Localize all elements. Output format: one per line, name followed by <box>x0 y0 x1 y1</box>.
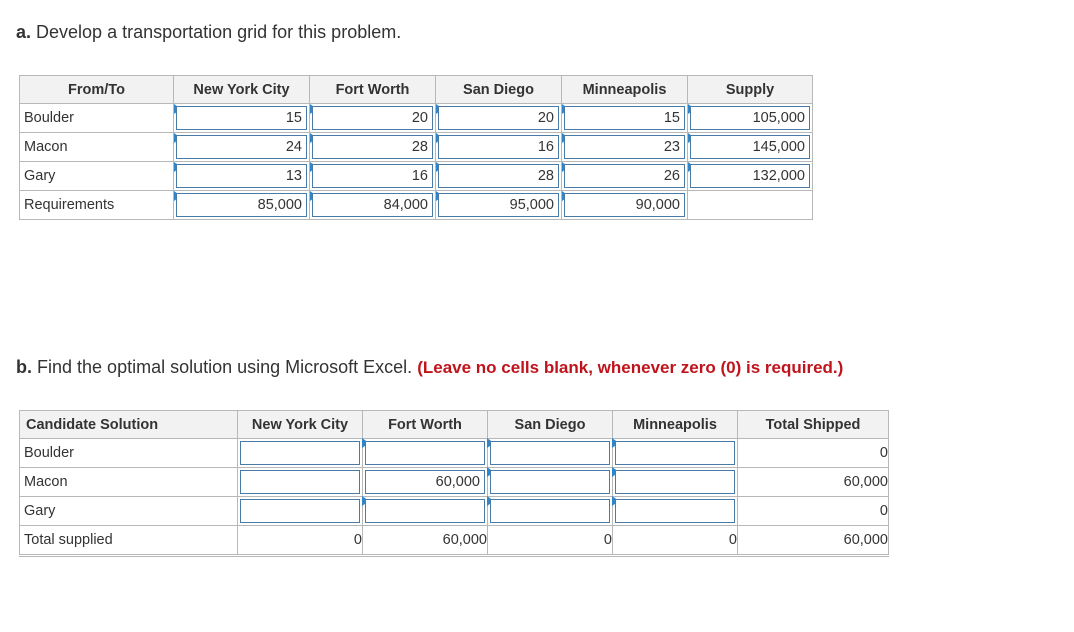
cost-input[interactable]: 26 <box>564 164 685 188</box>
header-minneapolis: Minneapolis <box>562 76 688 104</box>
row-label-boulder: Boulder <box>20 439 238 468</box>
cost-input[interactable]: 28 <box>438 164 559 188</box>
table-row-total-supplied <box>20 526 889 556</box>
cost-cell[interactable] <box>562 104 688 133</box>
supply-cell[interactable] <box>688 133 813 162</box>
part-a-label: a. <box>16 22 32 42</box>
header-candidate-solution: Candidate Solution <box>20 411 238 439</box>
shipment-input[interactable] <box>240 470 360 494</box>
row-label-gary: Gary <box>20 497 238 526</box>
requirement-cell[interactable] <box>174 191 310 220</box>
part-b-label: b. <box>16 357 32 377</box>
row-label-macon: Macon <box>20 133 174 162</box>
shipment-input[interactable] <box>490 470 610 494</box>
cost-cell[interactable] <box>174 133 310 162</box>
transportation-grid <box>19 75 813 220</box>
table-row <box>20 162 813 191</box>
table-row <box>20 104 813 133</box>
total-shipped-value: 0 <box>738 497 889 526</box>
grand-total-value: 60,000 <box>738 526 889 556</box>
shipment-cell[interactable] <box>238 497 363 526</box>
cost-cell[interactable] <box>310 133 436 162</box>
cost-input[interactable]: 16 <box>312 164 433 188</box>
cost-input[interactable]: 16 <box>438 135 559 159</box>
cost-input[interactable]: 13 <box>176 164 307 188</box>
requirement-input[interactable]: 90,000 <box>564 193 685 217</box>
shipment-input[interactable] <box>365 441 485 465</box>
cost-input[interactable]: 15 <box>564 106 685 130</box>
header-new-york-city: New York City <box>238 411 363 439</box>
header-minneapolis: Minneapolis <box>613 411 738 439</box>
cost-input[interactable]: 23 <box>564 135 685 159</box>
cost-cell[interactable] <box>436 104 562 133</box>
shipment-cell[interactable] <box>613 468 738 497</box>
shipment-input[interactable] <box>615 499 735 523</box>
total-shipped-value: 60,000 <box>738 468 889 497</box>
shipment-cell[interactable] <box>613 439 738 468</box>
cost-cell[interactable] <box>174 162 310 191</box>
supply-cell[interactable] <box>688 104 813 133</box>
header-total-shipped: Total Shipped <box>738 411 889 439</box>
cost-input[interactable]: 28 <box>312 135 433 159</box>
shipment-input[interactable] <box>615 441 735 465</box>
shipment-input[interactable] <box>490 499 610 523</box>
header-san-diego: San Diego <box>436 76 562 104</box>
supply-input[interactable]: 105,000 <box>690 106 810 130</box>
row-label-macon: Macon <box>20 468 238 497</box>
shipment-cell[interactable] <box>238 468 363 497</box>
header-fort-worth: Fort Worth <box>363 411 488 439</box>
grid-b-header-row <box>20 411 889 439</box>
cost-input[interactable]: 20 <box>438 106 559 130</box>
shipment-cell[interactable] <box>363 468 488 497</box>
shipment-cell[interactable] <box>488 497 613 526</box>
cost-cell[interactable] <box>436 133 562 162</box>
requirement-input[interactable]: 85,000 <box>176 193 307 217</box>
header-fort-worth: Fort Worth <box>310 76 436 104</box>
total-shipped-value: 0 <box>738 439 889 468</box>
total-supplied-value: 0 <box>613 526 738 556</box>
candidate-solution-grid <box>19 410 889 557</box>
shipment-input[interactable] <box>490 441 610 465</box>
requirement-cell[interactable] <box>562 191 688 220</box>
row-label-total-supplied: Total supplied <box>20 526 238 556</box>
cost-cell[interactable] <box>562 162 688 191</box>
cost-input[interactable]: 20 <box>312 106 433 130</box>
total-supplied-value: 0 <box>488 526 613 556</box>
supply-input[interactable]: 145,000 <box>690 135 810 159</box>
table-row <box>20 468 889 497</box>
shipment-cell[interactable] <box>488 439 613 468</box>
row-label-boulder: Boulder <box>20 104 174 133</box>
requirement-input[interactable]: 84,000 <box>312 193 433 217</box>
table-row <box>20 439 889 468</box>
cost-cell[interactable] <box>310 104 436 133</box>
row-label-requirements: Requirements <box>20 191 174 220</box>
total-supplied-value: 0 <box>238 526 363 556</box>
cost-input[interactable]: 15 <box>176 106 307 130</box>
table-row <box>20 133 813 162</box>
supply-cell[interactable] <box>688 162 813 191</box>
row-label-gary: Gary <box>20 162 174 191</box>
header-from-to: From/To <box>20 76 174 104</box>
part-a-text: Develop a transportation grid for this problem. <box>36 22 402 42</box>
table-row <box>20 497 889 526</box>
cost-cell[interactable] <box>562 133 688 162</box>
requirement-cell[interactable] <box>436 191 562 220</box>
part-b-note: (Leave no cells blank, whenever zero (0) is required.) <box>417 358 844 377</box>
shipment-input[interactable]: 60,000 <box>365 470 485 494</box>
header-supply: Supply <box>688 76 813 104</box>
part-b-title <box>16 357 843 378</box>
shipment-cell[interactable] <box>488 468 613 497</box>
header-new-york-city: New York City <box>174 76 310 104</box>
table-row-requirements <box>20 191 813 220</box>
requirements-supply-blank <box>688 191 813 220</box>
total-supplied-value: 60,000 <box>363 526 488 556</box>
header-san-diego: San Diego <box>488 411 613 439</box>
supply-input[interactable]: 132,000 <box>690 164 810 188</box>
shipment-cell[interactable] <box>363 439 488 468</box>
shipment-input[interactable] <box>240 441 360 465</box>
shipment-input[interactable] <box>365 499 485 523</box>
shipment-cell[interactable] <box>613 497 738 526</box>
part-b-text: Find the optimal solution using Microsoft Excel. <box>37 357 413 377</box>
requirement-input[interactable]: 95,000 <box>438 193 559 217</box>
cost-cell[interactable] <box>174 104 310 133</box>
shipment-cell[interactable] <box>238 439 363 468</box>
cost-input[interactable]: 24 <box>176 135 307 159</box>
requirement-cell[interactable] <box>310 191 436 220</box>
part-a-title <box>16 22 401 43</box>
shipment-input[interactable] <box>240 499 360 523</box>
cost-cell[interactable] <box>436 162 562 191</box>
shipment-cell[interactable] <box>363 497 488 526</box>
cost-cell[interactable] <box>310 162 436 191</box>
shipment-input[interactable] <box>615 470 735 494</box>
grid-a-header-row <box>20 76 813 104</box>
